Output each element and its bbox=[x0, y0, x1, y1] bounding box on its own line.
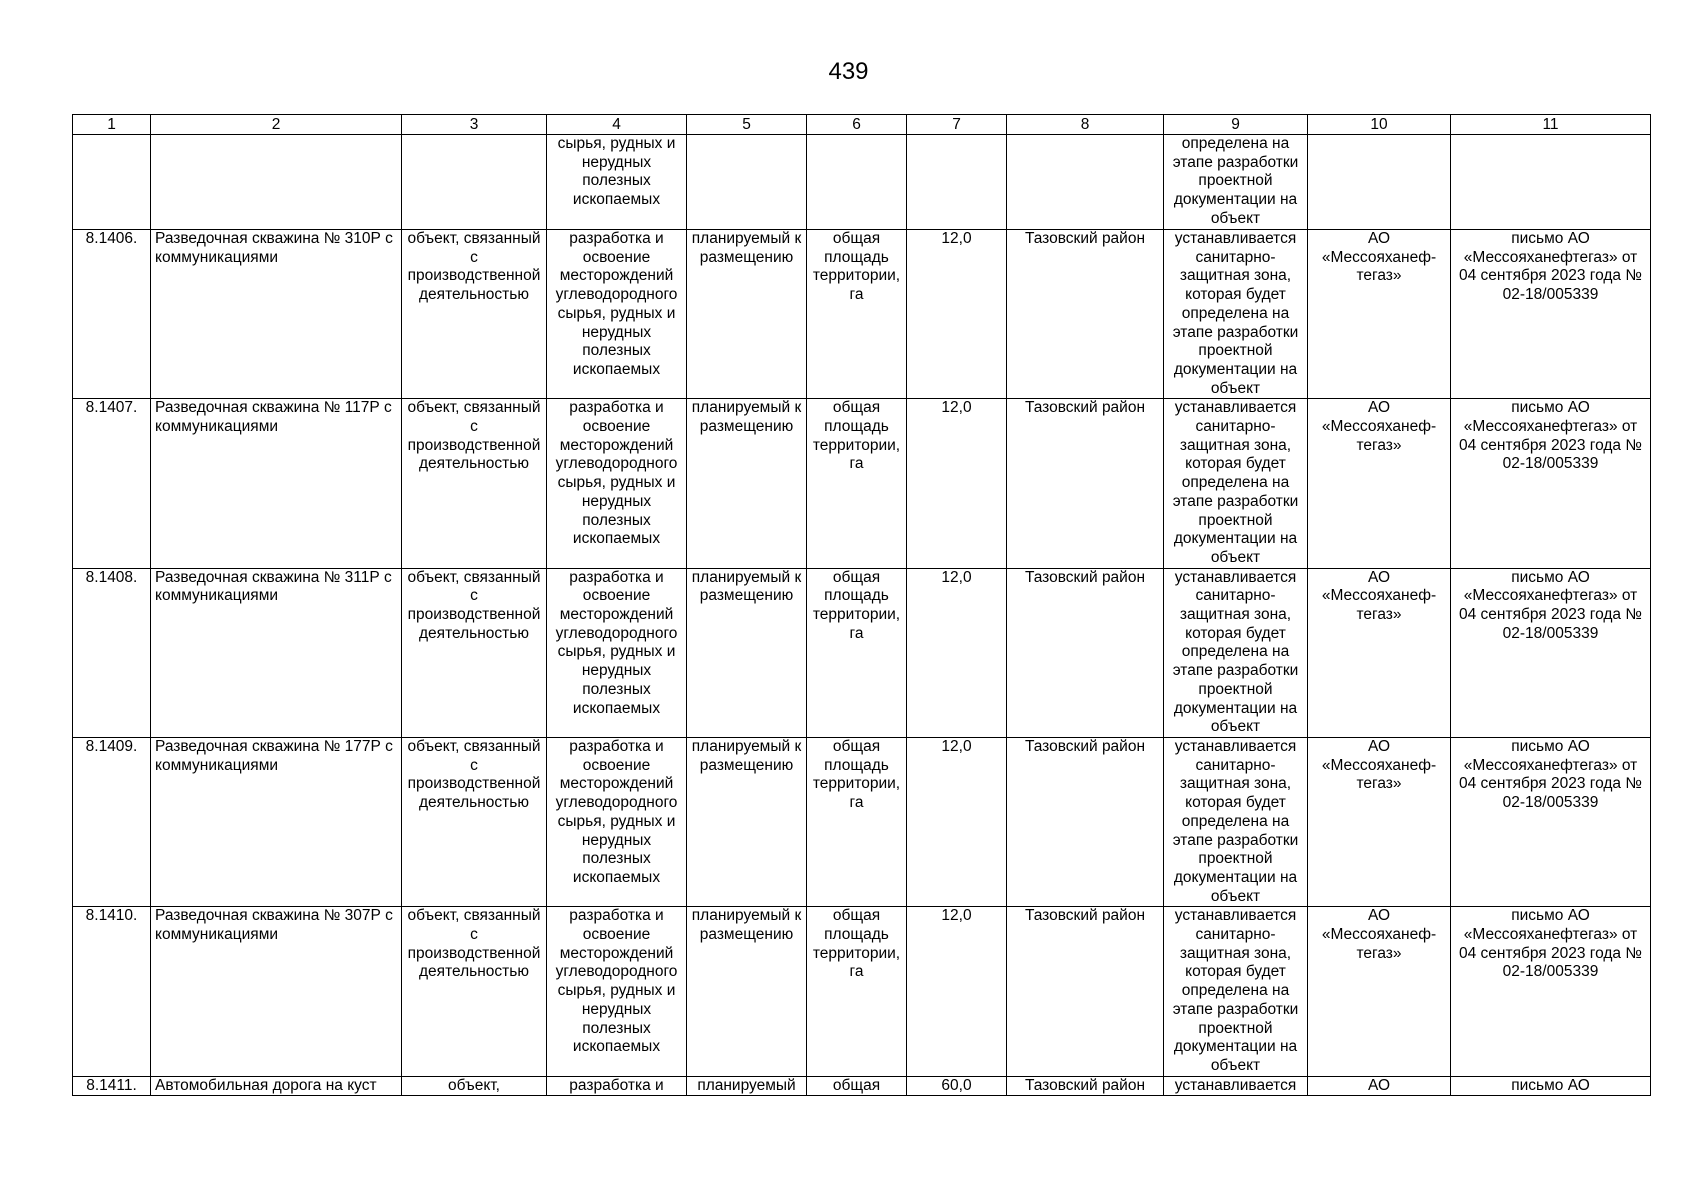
initiator-cell: АО «Мессояханеф-тегаз» bbox=[1308, 568, 1451, 737]
characteristic-cell: общая площадь территории, га bbox=[807, 568, 907, 737]
value-cell: 12,0 bbox=[907, 399, 1007, 568]
basis-cell: письмо АО bbox=[1451, 1076, 1651, 1095]
table-row bbox=[73, 907, 1651, 1076]
purpose-cell: разработка и освоение месторождений углеводородного сырья, рудных и нерудных полезных ископаемых bbox=[547, 399, 687, 568]
zone-cell: устанавливается санитарно-защитная зона, которая будет определена на этапе разработки проектной документации на объект bbox=[1164, 399, 1308, 568]
table-cell bbox=[1451, 135, 1651, 230]
column-header: 10 bbox=[1308, 115, 1451, 135]
zone-cell: устанавливается bbox=[1164, 1076, 1308, 1095]
initiator-cell: АО «Мессояханеф-тегаз» bbox=[1308, 907, 1451, 1076]
location-cell: Тазовский район bbox=[1007, 399, 1164, 568]
object-type: объект, связанный с производственной деятельностью bbox=[402, 230, 547, 399]
column-header: 11 bbox=[1451, 115, 1651, 135]
purpose-cell: разработка и освоение месторождений углеводородного сырья, рудных и нерудных полезных ископаемых bbox=[547, 568, 687, 737]
characteristic-cell: общая площадь территории, га bbox=[807, 737, 907, 906]
object-type: объект, связанный с производственной деятельностью bbox=[402, 399, 547, 568]
location-cell: Тазовский район bbox=[1007, 737, 1164, 906]
column-header: 5 bbox=[687, 115, 807, 135]
characteristic-cell: общая bbox=[807, 1076, 907, 1095]
status-cell: планируемый к размещению bbox=[687, 907, 807, 1076]
row-number: 8.1407. bbox=[73, 399, 151, 568]
object-name: Разведочная скважина № 307Р с коммуникациями bbox=[151, 907, 402, 1076]
column-header: 7 bbox=[907, 115, 1007, 135]
table-row bbox=[73, 1076, 1651, 1095]
table-row bbox=[73, 399, 1651, 568]
status-cell: планируемый к размещению bbox=[687, 399, 807, 568]
column-header: 1 bbox=[73, 115, 151, 135]
object-type: объект, связанный с производственной деятельностью bbox=[402, 737, 547, 906]
column-header: 3 bbox=[402, 115, 547, 135]
column-header: 8 bbox=[1007, 115, 1164, 135]
basis-cell: письмо АО «Мессояханефтегаз» от 04 сентября 2023 года № 02-18/005339 bbox=[1451, 907, 1651, 1076]
table-cell bbox=[1308, 135, 1451, 230]
table-cell bbox=[807, 135, 907, 230]
object-name: Разведочная скважина № 117Р с коммуникациями bbox=[151, 399, 402, 568]
purpose-cell: разработка и освоение месторождений углеводородного сырья, рудных и нерудных полезных ископаемых bbox=[547, 907, 687, 1076]
zone-cell: определена на этапе разработки проектной документации на объект bbox=[1164, 135, 1308, 230]
table-cell bbox=[1007, 135, 1164, 230]
status-cell: планируемый к размещению bbox=[687, 568, 807, 737]
row-number: 8.1411. bbox=[73, 1076, 151, 1095]
initiator-cell: АО «Мессояханеф-тегаз» bbox=[1308, 230, 1451, 399]
table-cell bbox=[687, 135, 807, 230]
continuation-row bbox=[73, 135, 1651, 230]
zone-cell: устанавливается санитарно-защитная зона, которая будет определена на этапе разработки проектной документации на объект bbox=[1164, 907, 1308, 1076]
object-type: объект, связанный с производственной деятельностью bbox=[402, 907, 547, 1076]
table-cell bbox=[402, 135, 547, 230]
value-cell: 12,0 bbox=[907, 907, 1007, 1076]
object-name: Разведочная скважина № 311Р с коммуникациями bbox=[151, 568, 402, 737]
value-cell: 12,0 bbox=[907, 737, 1007, 906]
column-header: 9 bbox=[1164, 115, 1308, 135]
basis-cell: письмо АО «Мессояханефтегаз» от 04 сентября 2023 года № 02-18/005339 bbox=[1451, 230, 1651, 399]
basis-cell: письмо АО «Мессояханефтегаз» от 04 сентября 2023 года № 02-18/005339 bbox=[1451, 737, 1651, 906]
value-cell: 12,0 bbox=[907, 568, 1007, 737]
registry-table bbox=[72, 114, 1651, 1096]
characteristic-cell: общая площадь территории, га bbox=[807, 230, 907, 399]
object-name: Разведочная скважина № 310Р с коммуникациями bbox=[151, 230, 402, 399]
table-cell bbox=[907, 135, 1007, 230]
column-header: 6 bbox=[807, 115, 907, 135]
location-cell: Тазовский район bbox=[1007, 568, 1164, 737]
table-row bbox=[73, 568, 1651, 737]
location-cell: Тазовский район bbox=[1007, 907, 1164, 1076]
value-cell: 60,0 bbox=[907, 1076, 1007, 1095]
status-cell: планируемый bbox=[687, 1076, 807, 1095]
purpose-cell: разработка и освоение месторождений углеводородного сырья, рудных и нерудных полезных ископаемых bbox=[547, 230, 687, 399]
table-row bbox=[73, 230, 1651, 399]
status-cell: планируемый к размещению bbox=[687, 230, 807, 399]
table-cell bbox=[73, 135, 151, 230]
object-type: объект, связанный с производственной деятельностью bbox=[402, 568, 547, 737]
basis-cell: письмо АО «Мессояханефтегаз» от 04 сентября 2023 года № 02-18/005339 bbox=[1451, 399, 1651, 568]
characteristic-cell: общая площадь территории, га bbox=[807, 399, 907, 568]
location-cell: Тазовский район bbox=[1007, 230, 1164, 399]
initiator-cell: АО «Мессояханеф-тегаз» bbox=[1308, 737, 1451, 906]
column-header: 2 bbox=[151, 115, 402, 135]
purpose-cell: разработка и освоение месторождений углеводородного сырья, рудных и нерудных полезных ископаемых bbox=[547, 737, 687, 906]
zone-cell: устанавливается санитарно-защитная зона, которая будет определена на этапе разработки проектной документации на объект bbox=[1164, 230, 1308, 399]
basis-cell: письмо АО «Мессояханефтегаз» от 04 сентября 2023 года № 02-18/005339 bbox=[1451, 568, 1651, 737]
zone-cell: устанавливается санитарно-защитная зона, которая будет определена на этапе разработки проектной документации на объект bbox=[1164, 568, 1308, 737]
object-name: Автомобильная дорога на куст bbox=[151, 1076, 402, 1095]
row-number: 8.1406. bbox=[73, 230, 151, 399]
table-row bbox=[73, 737, 1651, 906]
characteristic-cell: общая площадь территории, га bbox=[807, 907, 907, 1076]
location-cell: Тазовский район bbox=[1007, 1076, 1164, 1095]
row-number: 8.1410. bbox=[73, 907, 151, 1076]
status-cell: планируемый к размещению bbox=[687, 737, 807, 906]
column-header: 4 bbox=[547, 115, 687, 135]
table-cell bbox=[151, 135, 402, 230]
initiator-cell: АО «Мессояханеф-тегаз» bbox=[1308, 399, 1451, 568]
value-cell: 12,0 bbox=[907, 230, 1007, 399]
initiator-cell: АО bbox=[1308, 1076, 1451, 1095]
purpose-cell: разработка и bbox=[547, 1076, 687, 1095]
zone-cell: устанавливается санитарно-защитная зона, которая будет определена на этапе разработки проектной документации на объект bbox=[1164, 737, 1308, 906]
row-number: 8.1408. bbox=[73, 568, 151, 737]
page-number: 439 bbox=[828, 58, 869, 85]
purpose-cell: сырья, рудных и нерудных полезных ископаемых bbox=[547, 135, 687, 230]
row-number: 8.1409. bbox=[73, 737, 151, 906]
object-type: объект, bbox=[402, 1076, 547, 1095]
column-number-row bbox=[73, 115, 1651, 135]
object-name: Разведочная скважина № 177Р с коммуникациями bbox=[151, 737, 402, 906]
